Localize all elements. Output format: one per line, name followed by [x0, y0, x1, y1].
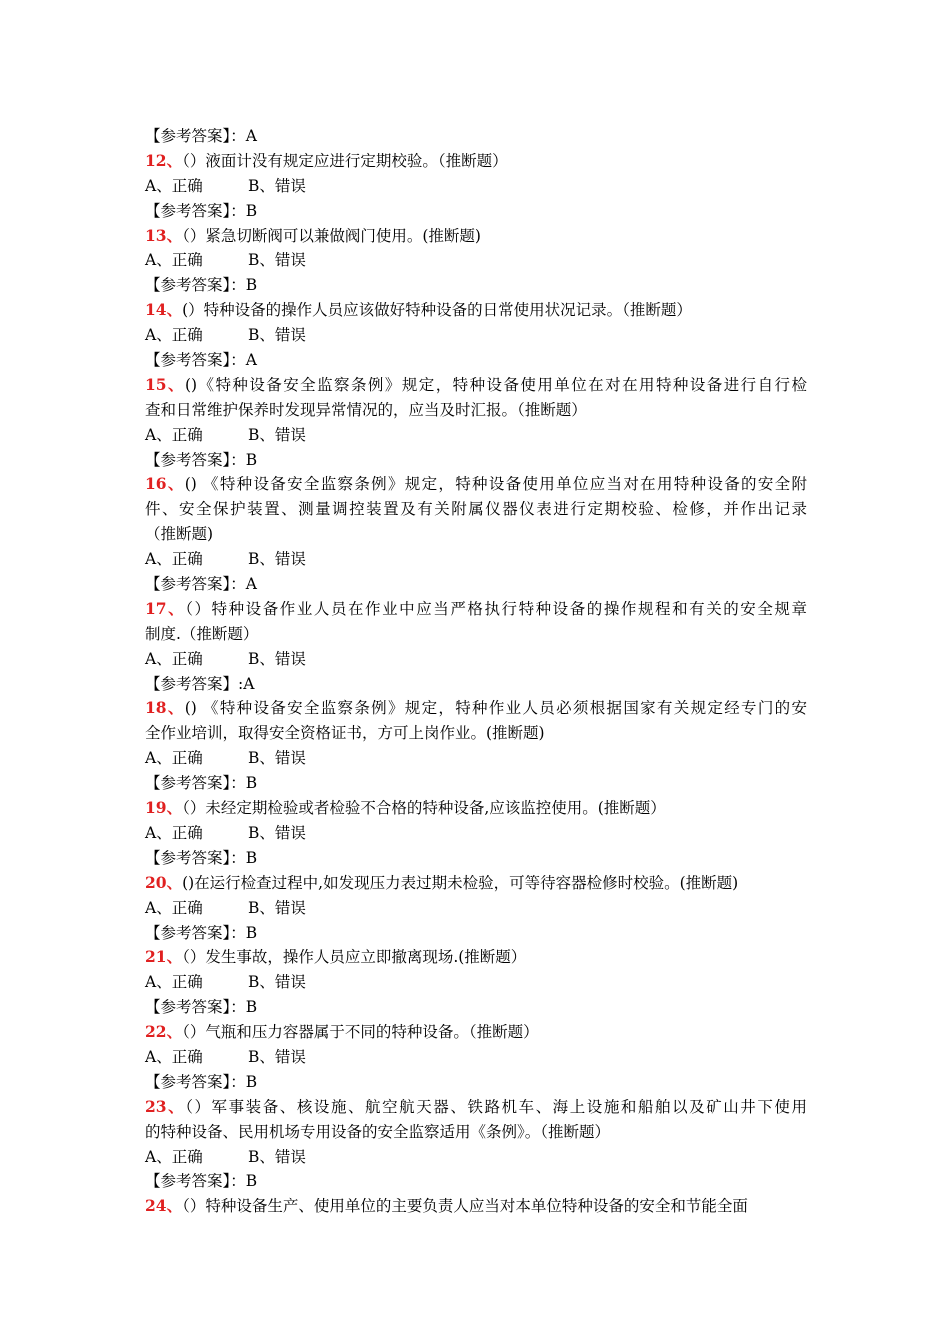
- question-number: 15、: [145, 374, 185, 394]
- options-line: [145, 174, 807, 199]
- option-b: B、错误: [248, 823, 306, 842]
- answer-line: 【参考答案】：B: [145, 450, 258, 469]
- answer-line: 【参考答案】：B: [145, 1072, 258, 1091]
- option-a: A、正确: [145, 898, 203, 917]
- options-line: [145, 970, 807, 995]
- option-a: A、正确: [145, 1047, 203, 1066]
- option-a: A、正确: [145, 1147, 203, 1166]
- question-text: () 《特种设备安全监察条例》规定，特种设备使用单位应当对在用特种设备的安全附: [184, 475, 807, 494]
- option-b: B、错误: [248, 176, 306, 195]
- question-text-line: [145, 721, 807, 746]
- question-text: （）发生事故，操作人员应立即撤离现场.(推断题）: [182, 948, 527, 967]
- options-line: [145, 821, 807, 846]
- question-number: 12、: [145, 150, 183, 170]
- option-b: B、错误: [248, 1047, 306, 1066]
- question-text-line: [145, 1194, 807, 1219]
- options-line: [145, 746, 807, 771]
- option-a: A、正确: [145, 425, 203, 444]
- question-number: 14、: [145, 300, 183, 320]
- question-text-line: [145, 945, 807, 970]
- option-b: B、错误: [248, 973, 306, 992]
- question-text-line: [145, 522, 807, 547]
- answer-line: 【参考答案】：B: [145, 201, 258, 220]
- question-text: （）特种设备生产、使用单位的主要负责人应当对本单位特种设备的安全和节能全面: [182, 1197, 748, 1216]
- question-number: 17、: [145, 598, 186, 618]
- option-b: B、错误: [248, 898, 306, 917]
- question-text-line: [145, 1120, 807, 1145]
- answer-line: 【参考答案】：B: [145, 276, 258, 295]
- options-line: [145, 248, 807, 273]
- option-a: A、正确: [145, 251, 203, 270]
- question-text-line: [145, 597, 807, 622]
- question-text-line: [145, 398, 807, 423]
- question-text: (）特种设备的操作人员应该做好特种设备的日常使用状况记录。（推断题）: [182, 301, 692, 320]
- question-text: （）紧急切断阀可以兼做阀门使用。(推断题): [182, 226, 481, 245]
- option-a: A、正确: [145, 749, 203, 768]
- answer-line: 【参考答案】：B: [145, 1172, 258, 1191]
- question-text: （）军事装备、核设施、航空航天器、铁路机车、海上设施和船舶以及矿山井下使用: [185, 1097, 807, 1116]
- options-line: [145, 423, 807, 448]
- answer-line: 【参考答案】：B: [145, 848, 258, 867]
- options-line: [145, 547, 807, 572]
- options-line: [145, 323, 807, 348]
- option-b: B、错误: [248, 649, 306, 668]
- option-a: A、正确: [145, 326, 203, 345]
- answer-line: 【参考答案】：B: [145, 923, 258, 942]
- question-text: () 《特种设备安全监察条例》规定，特种作业人员必须根据国家有关规定经专门的安: [184, 699, 807, 718]
- question-text: （）特种设备作业人员在作业中应当严格执行特种设备的操作规程和有关的安全规章: [185, 599, 807, 618]
- options-line: [145, 1045, 807, 1070]
- option-b: B、错误: [248, 1147, 306, 1166]
- question-text: ()在运行检查过程中,如发现压力表过期未检验，可等待容器检修时校验。(推断题): [182, 873, 739, 892]
- question-number: 16、: [145, 474, 185, 494]
- question-text: （推断题): [145, 525, 214, 544]
- question-number: 18、: [145, 698, 185, 718]
- question-text-line: [145, 796, 807, 821]
- question-text-line: [145, 298, 807, 323]
- question-text: 的特种设备、民用机场专用设备的安全监察适用《条例》。（推断题）: [145, 1122, 611, 1141]
- question-number: 23、: [145, 1096, 186, 1116]
- option-a: A、正确: [145, 823, 203, 842]
- option-a: A、正确: [145, 973, 203, 992]
- option-a: A、正确: [145, 550, 203, 569]
- question-text: （）未经定期检验或者检验不合格的特种设备,应该监控使用。(推断题）: [182, 799, 666, 818]
- question-text-line: [145, 373, 807, 398]
- question-text: ()《特种设备安全监察条例》规定，特种设备使用单位在对在用特种设备进行自行检: [184, 375, 807, 394]
- question-text: 查和日常维护保养时发现异常情况的，应当及时汇报。（推断题）: [145, 400, 587, 419]
- question-text-line: [145, 224, 807, 249]
- question-text-line: [145, 696, 807, 721]
- question-number: 24、: [145, 1196, 183, 1216]
- question-number: 19、: [145, 798, 183, 818]
- question-text: 件、安全保护装置、测量调控装置及有关附属仪器仪表进行定期校验、检修，并作出记录: [145, 500, 807, 519]
- answer-line: 【参考答案】:A: [145, 674, 255, 693]
- question-text-line: [145, 1095, 807, 1120]
- option-b: B、错误: [248, 425, 306, 444]
- option-b: B、错误: [248, 550, 306, 569]
- question-text-line: [145, 1020, 807, 1045]
- question-list: [145, 124, 807, 1219]
- answer-line: 【参考答案】：A: [145, 127, 257, 145]
- option-b: B、错误: [248, 749, 306, 768]
- question-number: 22、: [145, 1022, 183, 1042]
- option-b: B、错误: [248, 326, 306, 345]
- question-text: 全作业培训，取得安全资格证书，方可上岗作业。(推断题): [145, 724, 545, 743]
- question-text-line: [145, 622, 807, 647]
- question-text-line: [145, 149, 807, 174]
- question-text: 制度.（推断题）: [145, 624, 259, 643]
- question-number: 21、: [145, 947, 183, 967]
- answer-line: 【参考答案】：A: [145, 575, 257, 594]
- answer-line: 【参考答案】：B: [145, 998, 258, 1017]
- options-line: [145, 896, 807, 921]
- options-line: [145, 1145, 807, 1170]
- option-b: B、错误: [248, 251, 306, 270]
- options-line: [145, 647, 807, 672]
- option-a: A、正确: [145, 176, 203, 195]
- question-text-line: [145, 871, 807, 896]
- question-text-line: [145, 497, 807, 522]
- question-text-line: [145, 472, 807, 497]
- question-text: （）气瓶和压力容器属于不同的特种设备。（推断题）: [182, 1023, 539, 1042]
- answer-line: 【参考答案】：A: [145, 351, 257, 370]
- answer-line: 【参考答案】：B: [145, 774, 258, 793]
- question-number: 13、: [145, 225, 183, 245]
- question-text: （）液面计没有规定应进行定期校验。（推断题）: [182, 151, 508, 170]
- question-number: 20、: [145, 872, 183, 892]
- option-a: A、正确: [145, 649, 203, 668]
